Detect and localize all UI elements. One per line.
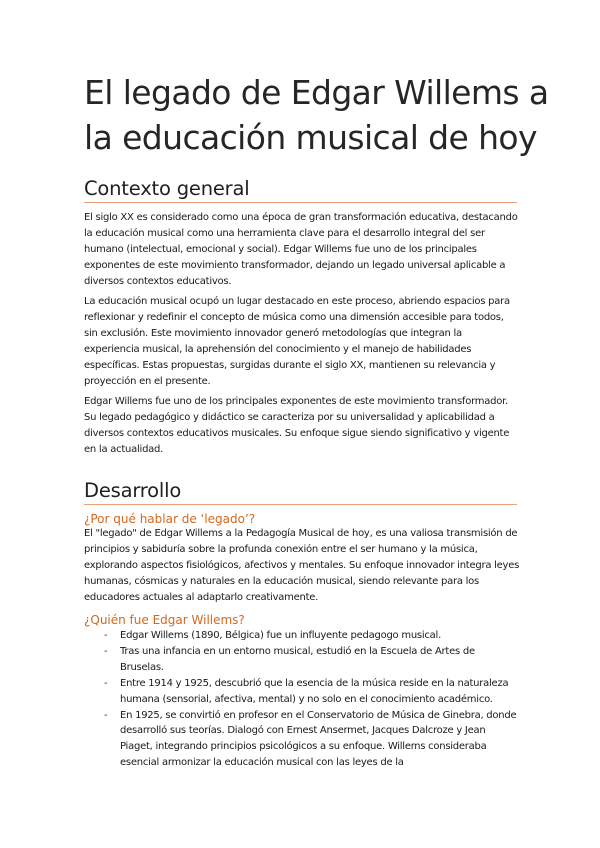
subheading-por-que-legado: ¿Por qué hablar de ‘legado’? [84,512,256,526]
list-item-text: En 1925, se convirtió en profesor en el Conservatorio de Música de Ginebra, donde desarrolló sus teorías. Dialogó con Ernest Ansermet, Jacques Dalcroze y Jean Piaget, integrando principios psicológicos a su enfoque. Willems consideraba esencial armonizar la educación musical con las leyes de la [120,709,517,769]
paragraph-contexto-2: La educación musical ocupó un lugar destacado en este proceso, abriendo espacios para reflexionar y redefinir el concepto de música como una dimensión accesible para todos, sin exclusión. Este movimiento innovador generó metodologías que integran la experiencia musical, la aprehensión del conocimiento y el manejo de habilidades específicas. Estas propuestas, surgidas durante el siglo XX, mantienen su relevancia y proyección en el presente. [84,296,510,387]
paragraph-por-que-legado: El "legado" de Edgar Willems a la Pedagogía Musical de hoy, es una valiosa transmisión de principios y sabiduría sobre la profunda conexión entre el ser humano y la música, explorando aspectos fisiológicos, afectivos y mentales. Su enfoque innovador integra leyes humanas, cósmicas y naturales en la educación musical, siendo relevante para los educadores actuales al adaptarlo creativamente. [84,528,520,603]
list-item [84,644,520,676]
bullet-marker: - [104,630,108,641]
list-item [84,708,520,772]
heading-underline [84,504,517,505]
paragraph-contexto-3: Edgar Willems fue uno de los principales exponentes de este movimiento transformador. Su legado pedagógico y didáctico se caracteriza por su universalidad y aplicabilidad a diversos contextos educativos musicales. Su enfoque sigue siendo significativo y vigente en la actualidad. [84,396,510,455]
heading-desarrollo: Desarrollo [84,479,182,502]
heading-underline [84,202,517,203]
bullet-marker: - [104,677,108,689]
bullet-marker: - [104,709,108,721]
paragraph-contexto-1: El siglo XX es considerado como una época de gran transformación educativa, destacando la educación musical como una herramienta clave para el desarrollo integral del ser humano (intelectual, emocional y social). Edgar Willems fue uno de los principales exponentes de este movimiento transformador, dejando un legado universal aplicable a diversos contextos educativos. [84,212,518,287]
list-item-text: Tras una infancia en un entorno musical, estudió en la Escuela de Artes de Bruselas. [120,645,475,673]
bullet-marker: - [104,645,108,657]
list-item-text: Edgar Willems (1890, Bélgica) fue un influyente pedagogo musical. [120,630,441,641]
list-item-text: Entre 1914 y 1925, descubrió que la esencia de la música reside en la naturaleza humana (sensorial, afectiva, mental) y no solo en el conocimiento académico. [120,677,509,705]
list-item [84,628,520,644]
list-item [84,676,520,708]
heading-contexto-general: Contexto general [84,177,250,200]
subheading-quien-fue: ¿Quién fue Edgar Willems? [84,613,245,627]
biography-list [84,628,520,771]
document-title: El legado de Edgar Willems a la educación musical de hoy [84,73,549,157]
